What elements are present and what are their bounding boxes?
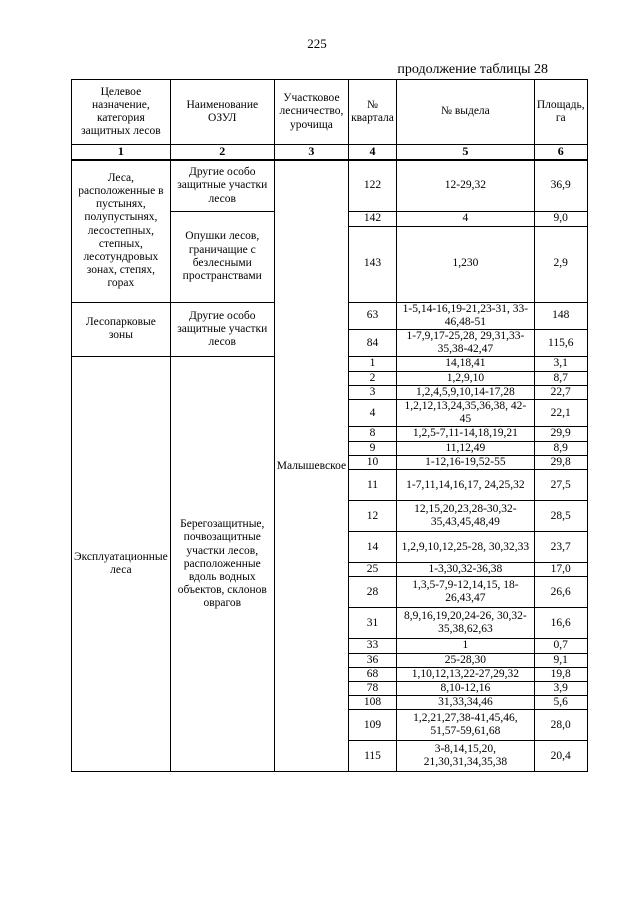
- area-cell: 8,9: [534, 441, 587, 455]
- area-cell: 22,1: [534, 400, 587, 427]
- column-number-row: [72, 145, 588, 160]
- ozul-cell-1: Другие особо защитные участки лесов: [170, 160, 274, 212]
- quarter-cell: 12: [349, 501, 397, 532]
- group-cell-1: Леса, расположенные в пустынях, полупустынях, лесостепных, степных, лесотундровых зонах, степях, горах: [72, 160, 171, 302]
- area-cell: 16,6: [534, 608, 587, 639]
- quarter-cell: 143: [349, 226, 397, 302]
- quarter-cell: 68: [349, 667, 397, 681]
- col-number: 4: [349, 145, 397, 160]
- vydel-cell: 14,18,41: [396, 357, 534, 371]
- area-cell: 29,8: [534, 455, 587, 469]
- area-cell: 3,1: [534, 357, 587, 371]
- quarter-cell: 78: [349, 682, 397, 696]
- quarter-cell: 9: [349, 441, 397, 455]
- ozul-cell-4: Берегозащитные, почвозащитные участки лесов, расположенные вдоль водных объектов, склонов оврагов: [170, 357, 274, 772]
- header-row: [72, 80, 588, 145]
- area-cell: 27,5: [534, 470, 587, 501]
- quarter-cell: 142: [349, 212, 397, 226]
- quarter-cell: 63: [349, 302, 397, 329]
- vydel-cell: 1-7,11,14,16,17, 24,25,32: [396, 470, 534, 501]
- group-cell-3: Эксплуатационные леса: [72, 357, 171, 772]
- area-cell: 3,9: [534, 682, 587, 696]
- header-ozul: Наименование ОЗУЛ: [170, 80, 274, 145]
- quarter-cell: 2: [349, 371, 397, 385]
- area-cell: 5,6: [534, 696, 587, 710]
- area-cell: 20,4: [534, 741, 587, 772]
- header-quarter: № квартала: [349, 80, 397, 145]
- area-cell: 0,7: [534, 639, 587, 653]
- quarter-cell: 31: [349, 608, 397, 639]
- area-cell: 29,9: [534, 427, 587, 441]
- vydel-cell: 8,10-12,16: [396, 682, 534, 696]
- area-cell: 9,1: [534, 653, 587, 667]
- vydel-cell: 1,10,12,13,22-27,29,32: [396, 667, 534, 681]
- col-number: 1: [72, 145, 171, 160]
- vydel-cell: 1,2,4,5,9,10,14-17,28: [396, 385, 534, 399]
- area-cell: 148: [534, 302, 587, 329]
- vydel-cell: 1,3,5-7,9-12,14,15, 18-26,43,47: [396, 577, 534, 608]
- vydel-cell: 1,2,21,27,38-41,45,46, 51,57-59,61,68: [396, 710, 534, 741]
- col-number: 2: [170, 145, 274, 160]
- vydel-cell: 1,2,9,10: [396, 371, 534, 385]
- area-cell: 115,6: [534, 329, 587, 356]
- area-cell: 28,0: [534, 710, 587, 741]
- quarter-cell: 10: [349, 455, 397, 469]
- area-cell: 22,7: [534, 385, 587, 399]
- table-continuation-caption: продолжение таблицы 28: [397, 62, 548, 77]
- area-cell: 26,6: [534, 577, 587, 608]
- vydel-cell: 1,230: [396, 226, 534, 302]
- quarter-cell: 1: [349, 357, 397, 371]
- vydel-cell: 1: [396, 639, 534, 653]
- vydel-cell: 1-12,16-19,52-55: [396, 455, 534, 469]
- quarter-cell: 4: [349, 400, 397, 427]
- page-number: 225: [307, 36, 327, 51]
- quarter-cell: 108: [349, 696, 397, 710]
- header-area: Площадь, га: [534, 80, 587, 145]
- forest-table: [71, 79, 588, 772]
- ozul-cell-3: Другие особо защитные участки лесов: [170, 302, 274, 357]
- vydel-cell: 31,33,34,46: [396, 696, 534, 710]
- vydel-cell: 12-29,32: [396, 160, 534, 212]
- area-cell: 9,0: [534, 212, 587, 226]
- area-cell: 2,9: [534, 226, 587, 302]
- col-number: 6: [534, 145, 587, 160]
- quarter-cell: 14: [349, 532, 397, 563]
- quarter-cell: 115: [349, 741, 397, 772]
- quarter-cell: 11: [349, 470, 397, 501]
- quarter-cell: 84: [349, 329, 397, 356]
- quarter-cell: 36: [349, 653, 397, 667]
- vydel-cell: 25-28,30: [396, 653, 534, 667]
- quarter-cell: 28: [349, 577, 397, 608]
- forestry-cell: Малышевское: [274, 160, 348, 772]
- vydel-cell: 1-3,30,32-36,38: [396, 563, 534, 577]
- vydel-cell: 3-8,14,15,20, 21,30,31,34,35,38: [396, 741, 534, 772]
- header-purpose: Целевое назначение, категория защитных лесов: [72, 80, 171, 145]
- header-forestry: Участковое лесничество, урочища: [274, 80, 348, 145]
- area-cell: 28,5: [534, 501, 587, 532]
- vydel-cell: 4: [396, 212, 534, 226]
- area-cell: 17,0: [534, 563, 587, 577]
- col-number: 3: [274, 145, 348, 160]
- vydel-cell: 12,15,20,23,28-30,32- 35,43,45,48,49: [396, 501, 534, 532]
- vydel-cell: 8,9,16,19,20,24-26, 30,32-35,38,62,63: [396, 608, 534, 639]
- quarter-cell: 109: [349, 710, 397, 741]
- area-cell: 8,7: [534, 371, 587, 385]
- quarter-cell: 8: [349, 427, 397, 441]
- ozul-cell-2: Опушки лесов, граничащие с безлесными пространствами: [170, 212, 274, 302]
- vydel-cell: 1-5,14-16,19-21,23-31, 33-46,48-51: [396, 302, 534, 329]
- area-cell: 19,8: [534, 667, 587, 681]
- vydel-cell: 11,12,49: [396, 441, 534, 455]
- vydel-cell: 1,2,5-7,11-14,18,19,21: [396, 427, 534, 441]
- quarter-cell: 122: [349, 160, 397, 212]
- quarter-cell: 25: [349, 563, 397, 577]
- vydel-cell: 1-7,9,17-25,28, 29,31,33-35,38-42,47: [396, 329, 534, 356]
- header-vydel: № выдела: [396, 80, 534, 145]
- quarter-cell: 33: [349, 639, 397, 653]
- group-cell-2: Лесопарковые зоны: [72, 302, 171, 357]
- area-cell: 23,7: [534, 532, 587, 563]
- table-row: [72, 160, 588, 212]
- vydel-cell: 1,2,12,13,24,35,36,38, 42-45: [396, 400, 534, 427]
- area-cell: 36,9: [534, 160, 587, 212]
- vydel-cell: 1,2,9,10,12,25-28, 30,32,33: [396, 532, 534, 563]
- quarter-cell: 3: [349, 385, 397, 399]
- col-number: 5: [396, 145, 534, 160]
